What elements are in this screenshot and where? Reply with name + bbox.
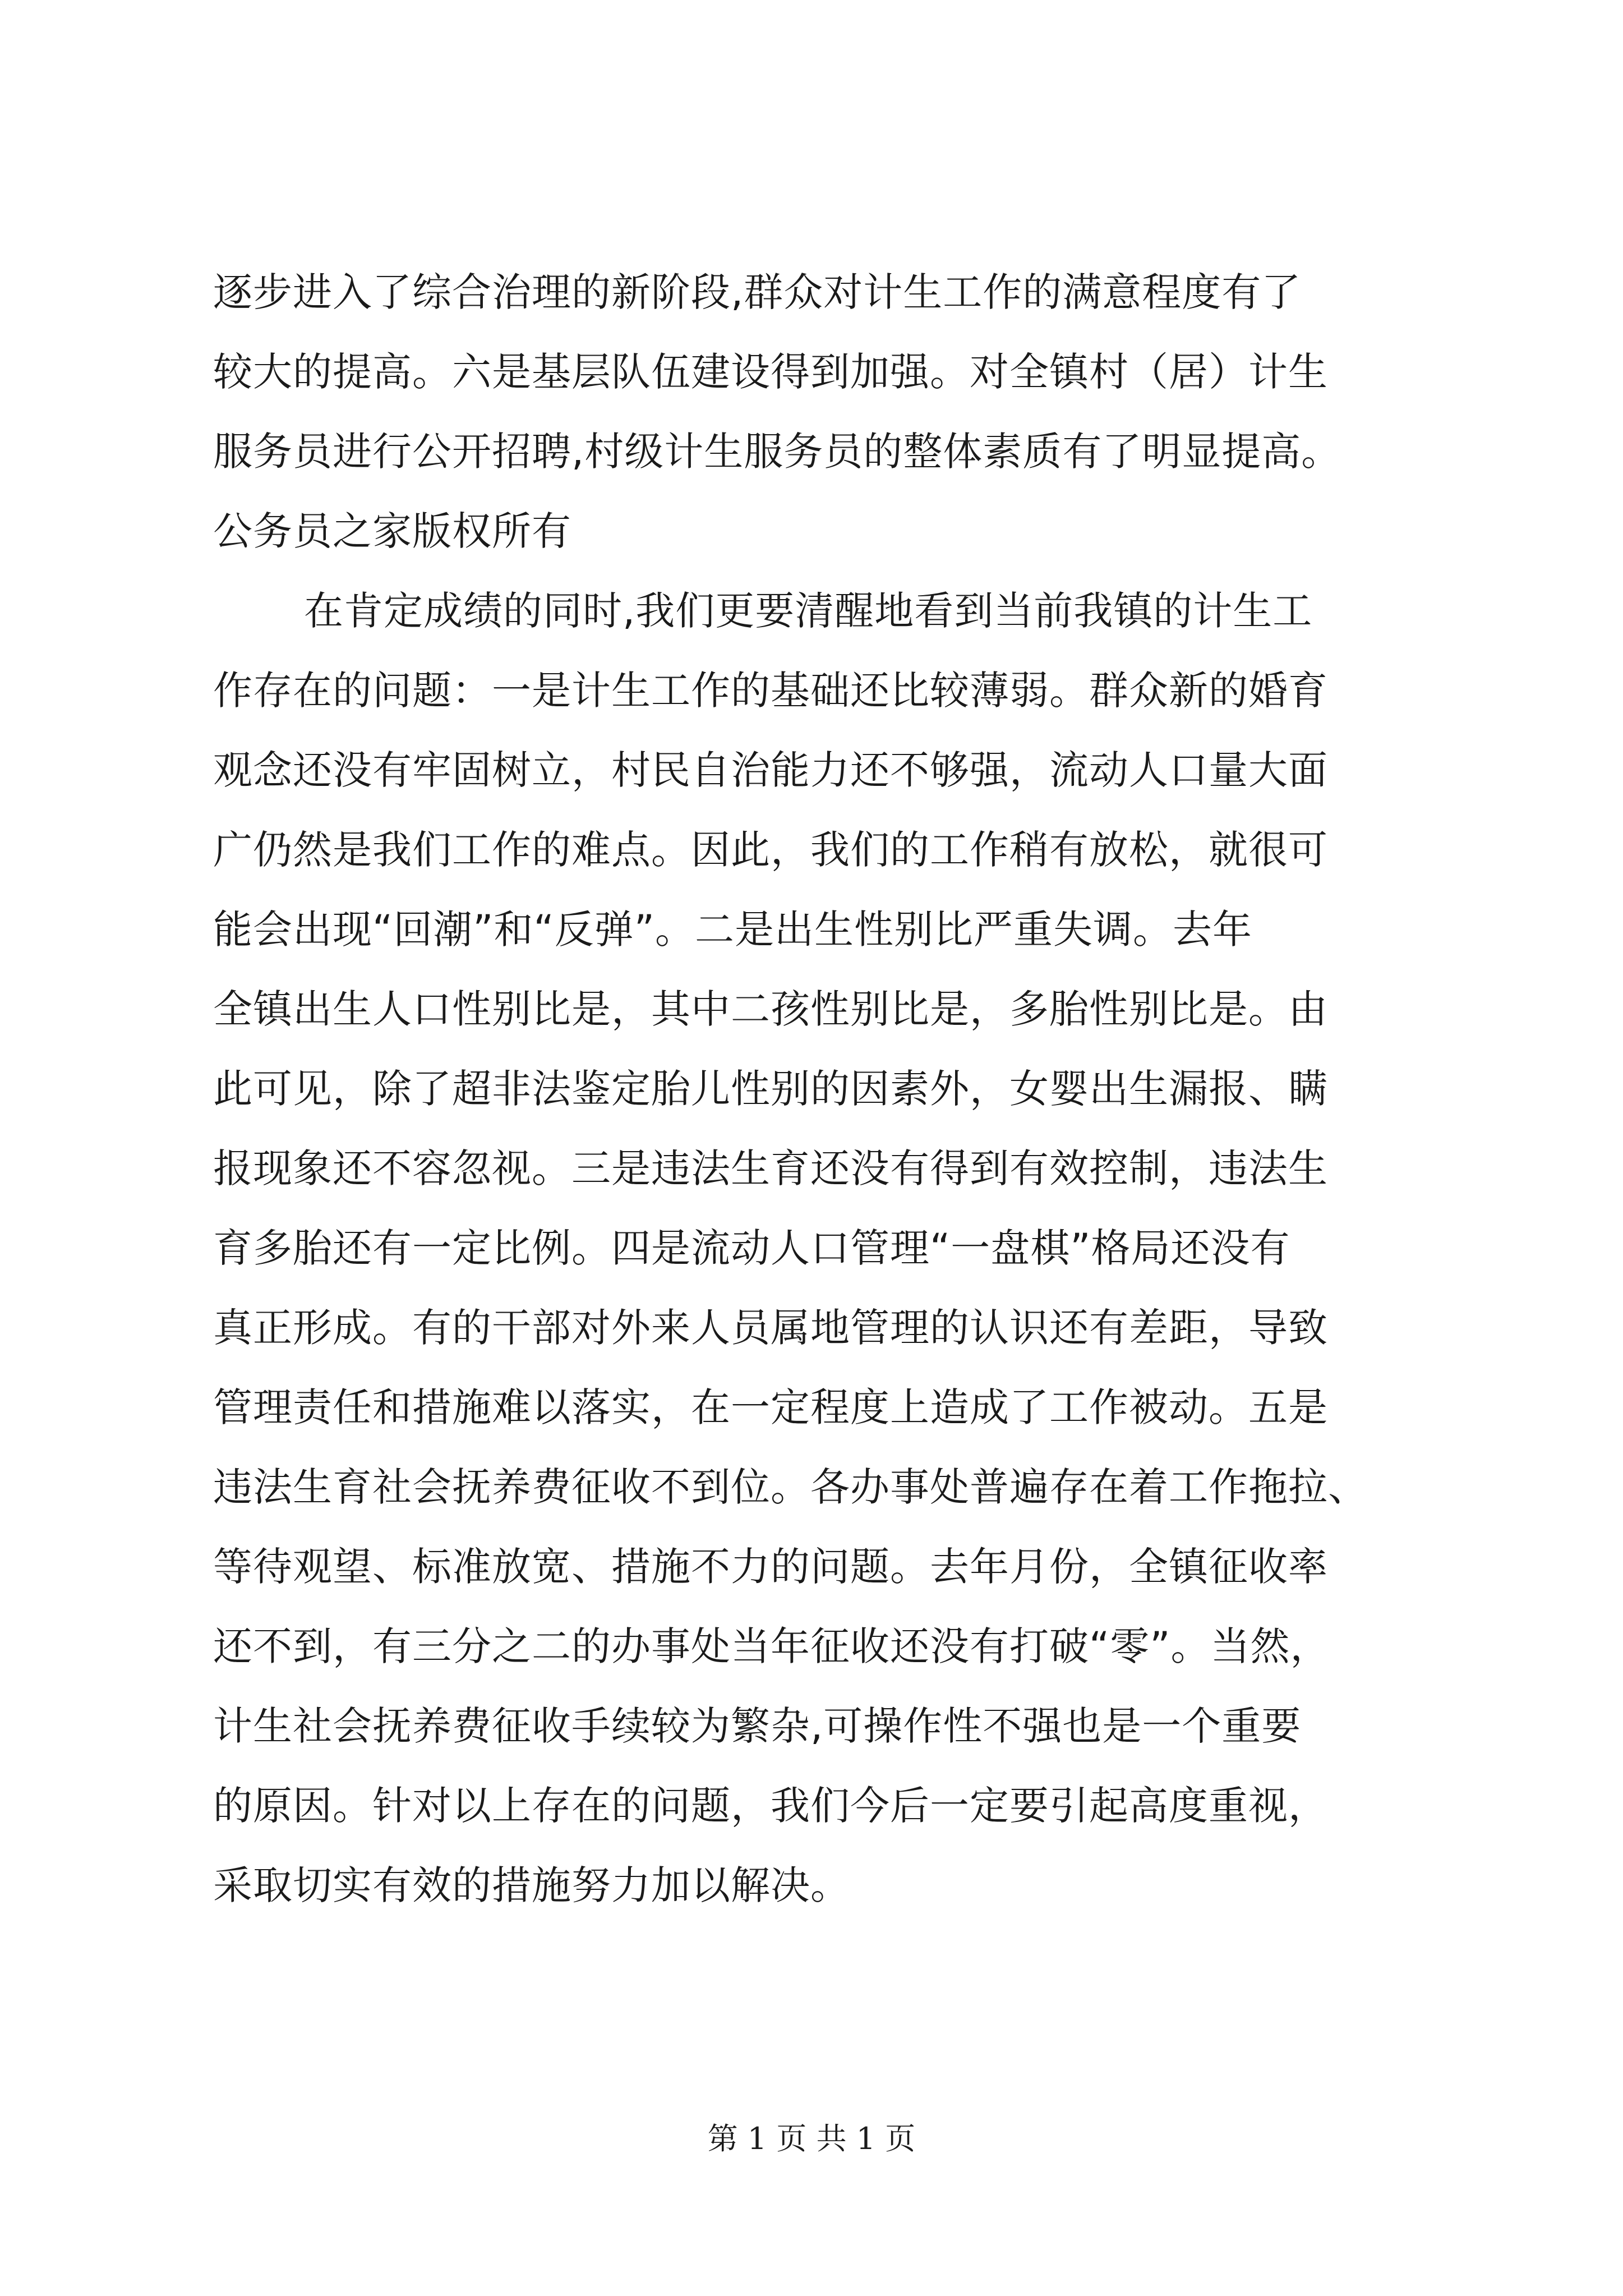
text-line: 服务员进行公开招聘,村级计生服务员的整体素质有了明显提高。 xyxy=(213,429,1341,475)
text-line: 计生社会抚养费征收手续较为繁杂,可操作性不强也是一个重要 xyxy=(213,1703,1302,1749)
text-line: 能会出现“回潮”和“反弹”。二是出生性别比严重失调。去年 xyxy=(213,907,1253,953)
text-line: 报现象还不容忽视。三是违法生育还没有得到有效控制，违法生 xyxy=(213,1145,1328,1191)
text-line: 管理责任和措施难以落实，在一定程度上造成了工作被动。五是 xyxy=(213,1384,1328,1430)
paragraph-first-line: 在肯定成绩的同时,我们更要清醒地看到当前我镇的计生工 xyxy=(304,588,1313,634)
text-line: 真正形成。有的干部对外来人员属地管理的认识还有差距，导致 xyxy=(213,1305,1328,1351)
text-line: 违法生育社会抚养费征收不到位。各办事处普遍存在着工作拖拉、 xyxy=(213,1464,1368,1510)
text-line: 全镇出生人口性别比是，其中二孩性别比是，多胎性别比是。由 xyxy=(213,986,1328,1032)
text-line: 较大的提高。六是基层队伍建设得到加强。对全镇村（居）计生 xyxy=(213,349,1328,395)
text-line: 的原因。针对以上存在的问题，我们今后一定要引起高度重视， xyxy=(213,1783,1328,1829)
text-line: 作存在的问题：一是计生工作的基础还比较薄弱。群众新的婚育 xyxy=(213,668,1328,714)
document-body xyxy=(213,252,1447,1925)
text-line: 此可见，除了超非法鉴定胎儿性别的因素外，女婴出生漏报、瞒 xyxy=(213,1066,1328,1112)
text-line: 采取切实有效的措施努力加以解决。 xyxy=(213,1862,850,1908)
text-line: 还不到，有三分之二的办事处当年征收还没有打破“零”。当然， xyxy=(213,1623,1330,1669)
text-line: 广仍然是我们工作的难点。因此，我们的工作稍有放松，就很可 xyxy=(213,827,1328,873)
text-line: 等待观望、标准放宽、措施不力的问题。去年月份，全镇征收率 xyxy=(213,1544,1328,1590)
text-line: 观念还没有牢固树立，村民自治能力还不够强，流动人口量大面 xyxy=(213,747,1328,793)
text-line: 公务员之家版权所有 xyxy=(213,508,571,554)
page-footer xyxy=(0,2115,1623,2158)
text-line: 育多胎还有一定比例。四是流动人口管理“一盘棋”格局还没有 xyxy=(213,1225,1290,1271)
text-line: 逐步进入了综合治理的新阶段,群众对计生工作的满意程度有了 xyxy=(213,269,1302,315)
page-number: 第 1 页 共 1 页 xyxy=(707,2121,916,2156)
